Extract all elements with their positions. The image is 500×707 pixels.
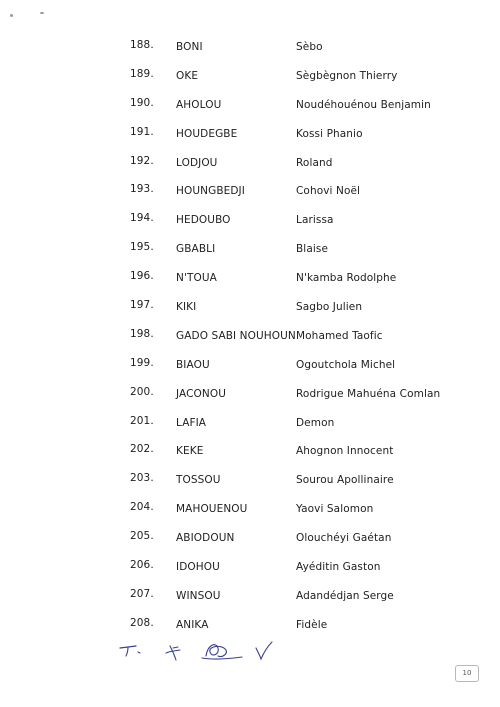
list-row: [0, 296, 500, 325]
list-row: [0, 440, 500, 469]
list-row: [0, 65, 500, 94]
first-name: Kossi Phanio: [296, 127, 363, 140]
first-name: Demon: [296, 416, 335, 429]
row-number: 206.: [130, 559, 154, 572]
last-name: ANIKA: [176, 618, 209, 631]
scan-speck: [10, 14, 13, 17]
first-name: N'kamba Rodolphe: [296, 272, 397, 285]
scan-speck: [40, 12, 44, 14]
first-name: Ayéditin Gaston: [296, 561, 381, 574]
list-row: [0, 180, 500, 209]
row-number: 199.: [130, 356, 154, 369]
last-name: HOUNGBEDJI: [176, 185, 245, 198]
last-name: GBABLI: [176, 243, 216, 256]
row-number: 193.: [130, 183, 154, 196]
list-row: [0, 354, 500, 383]
row-number: 189.: [130, 67, 154, 80]
first-name: Ogoutchola Michel: [296, 358, 396, 371]
last-name: WINSOU: [176, 589, 221, 602]
first-name: Rodrigue Mahuéna Comlan: [296, 387, 441, 400]
last-name: HOUDEGBE: [176, 127, 238, 140]
first-name: Sagbo Julien: [296, 301, 363, 314]
list-row: [0, 36, 500, 65]
row-number: 200.: [130, 385, 154, 398]
last-name: N'TOUA: [176, 272, 217, 285]
last-name: KEKE: [176, 445, 204, 458]
row-number: 196.: [130, 270, 154, 283]
row-number: 197.: [130, 299, 154, 312]
list-row: [0, 123, 500, 152]
first-name: Olouchéyi Gaétan: [296, 532, 392, 545]
list-row: [0, 238, 500, 267]
row-number: 204.: [130, 501, 154, 514]
first-name: Ahognon Innocent: [296, 445, 394, 458]
list-row: [0, 383, 500, 412]
first-name: Mohamed Taofic: [296, 329, 383, 342]
list-row: [0, 498, 500, 527]
row-number: 207.: [130, 587, 154, 600]
page-number: 10: [455, 665, 479, 682]
first-name: Noudéhouénou Benjamin: [296, 98, 431, 111]
list-row: [0, 325, 500, 354]
list-row: [0, 469, 500, 498]
first-name: Fidèle: [296, 618, 328, 631]
last-name: KIKI: [176, 301, 197, 314]
first-name: Larissa: [296, 214, 334, 227]
last-name: MAHOUENOU: [176, 503, 248, 516]
list-row: [0, 585, 500, 614]
list-row: [0, 527, 500, 556]
list-row: [0, 412, 500, 441]
row-number: 201.: [130, 414, 154, 427]
row-number: 191.: [130, 125, 154, 138]
list-row: [0, 556, 500, 585]
row-number: 208.: [130, 616, 154, 629]
initials-signatures: [118, 636, 298, 666]
row-number: 195.: [130, 241, 154, 254]
first-name: Blaise: [296, 243, 329, 256]
last-name: OKE: [176, 69, 199, 82]
first-name: Sègbègnon Thierry: [296, 69, 398, 82]
list-row: [0, 152, 500, 181]
last-name: LODJOU: [176, 156, 218, 169]
last-name: ABIODOUN: [176, 532, 235, 545]
first-name: Adandédjan Serge: [296, 589, 394, 602]
first-name: Cohovi Noël: [296, 185, 361, 198]
row-number: 205.: [130, 530, 154, 543]
last-name: BIAOU: [176, 358, 210, 371]
first-name: Sèbo: [296, 41, 323, 53]
last-name: HEDOUBO: [176, 214, 231, 227]
first-name: Yaovi Salomon: [296, 503, 374, 516]
last-name: AHOLOU: [176, 98, 222, 111]
row-number: 202.: [130, 443, 154, 456]
first-name: Roland: [296, 156, 333, 169]
last-name: LAFIA: [176, 416, 207, 429]
row-number: 190.: [130, 96, 154, 109]
last-name: GADO SABI NOUHOUN: [176, 329, 296, 342]
last-name: JACONOU: [176, 387, 227, 400]
row-number: 203.: [130, 472, 154, 485]
first-name: Sourou Apollinaire: [296, 474, 394, 487]
row-number: 188.: [130, 39, 154, 51]
last-name: BONI: [176, 41, 203, 53]
list-row: [0, 94, 500, 123]
name-list: [0, 36, 500, 643]
last-name: IDOHOU: [176, 561, 220, 574]
row-number: 194.: [130, 212, 154, 225]
row-number: 192.: [130, 154, 154, 167]
list-row: [0, 267, 500, 296]
last-name: TOSSOU: [176, 474, 221, 487]
list-row: [0, 209, 500, 238]
row-number: 198.: [130, 327, 154, 340]
